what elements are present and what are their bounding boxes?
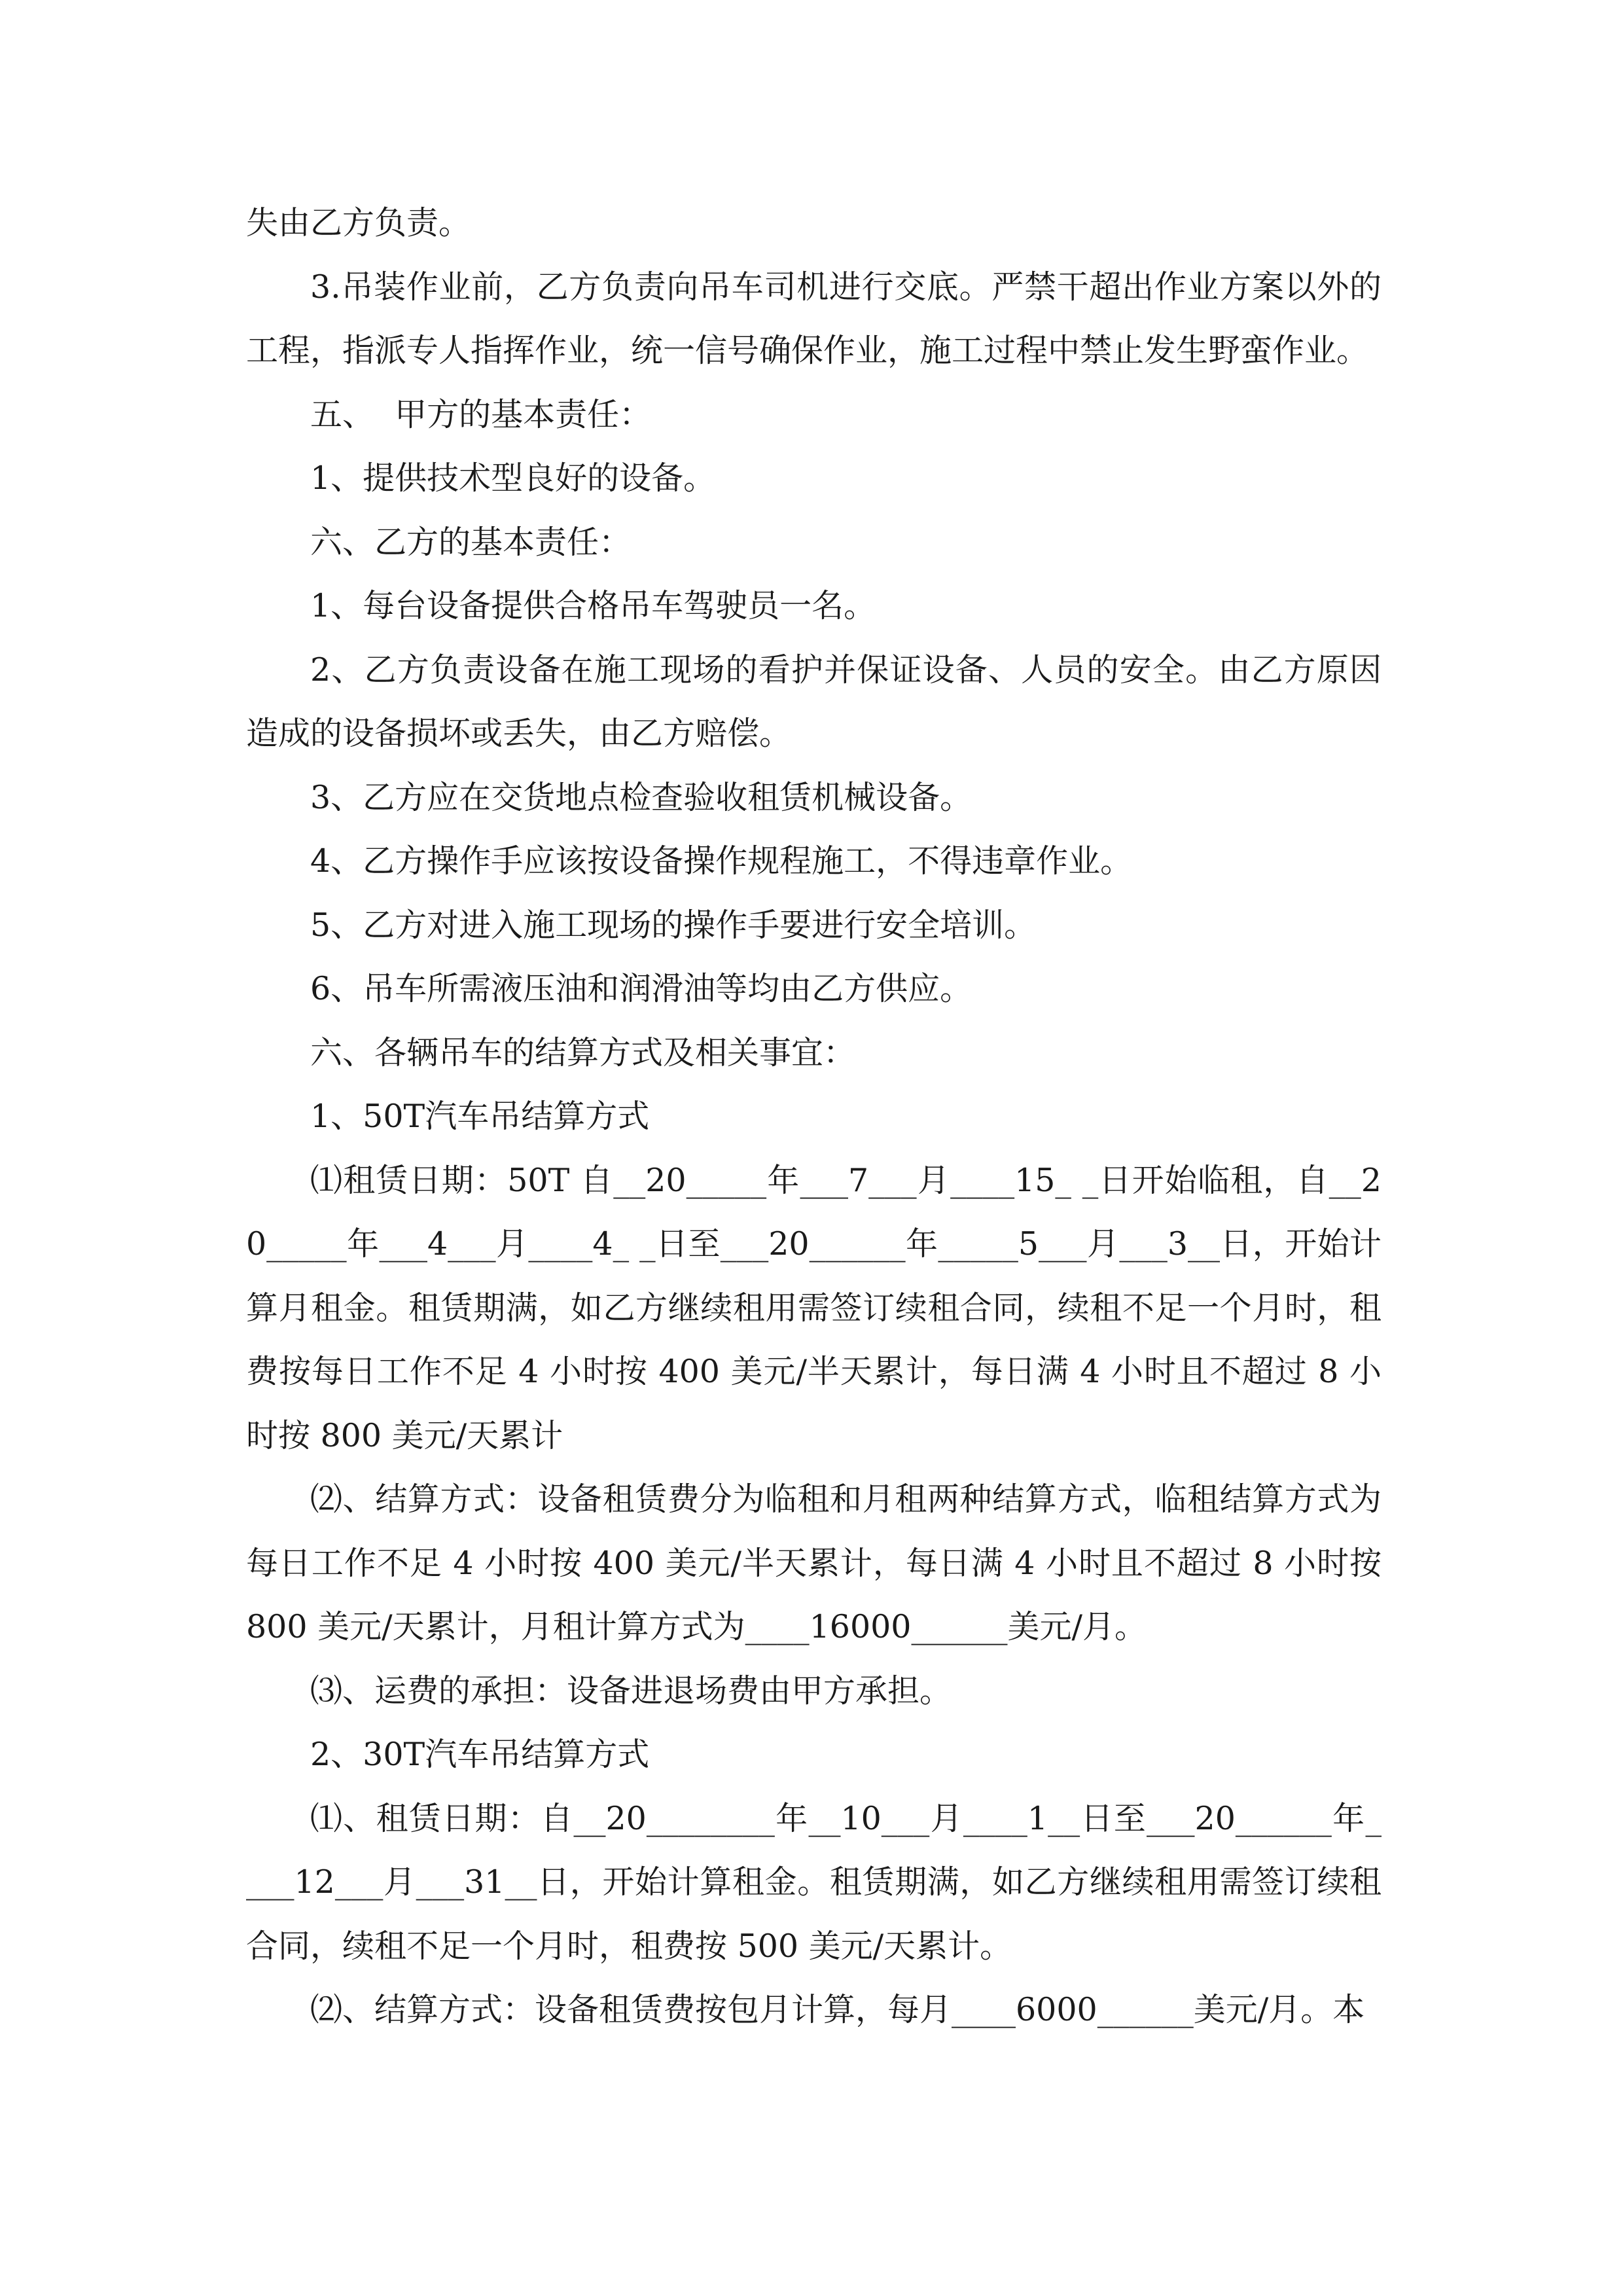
clause-50t-transport-cost: ⑶、运费的承担：设备进退场费由甲方承担。	[310, 1672, 952, 1710]
clause-50t-settlement-method: ⑵、结算方式：设备租赁费分为临租和月租两种结算方式，临租结算方式为每日工作不足 4 小时按 400 美元/半天累计，每日满 4 小时且不超过 8 小时按 800 美元/天累计，月租计算方式为____16000______美元/月。	[246, 1480, 1392, 1645]
subheading-50t-crane: 1、50T汽车吊结算方式	[310, 1098, 650, 1135]
document-body	[246, 191, 1392, 2042]
list-item-party-b-2: 2、乙方负责设备在施工现场的看护并保证设备、人员的安全。由乙方原因造成的设备损坏或丢失，由乙方赔偿。	[246, 651, 1382, 752]
list-item-party-a-1: 1、提供技术型良好的设备。	[310, 459, 716, 497]
list-item-party-b-1: 1、每台设备提供合格吊车驾驶员一名。	[310, 587, 876, 624]
list-item-party-b-3: 3、乙方应在交货地点检查验收租赁机械设备。	[310, 778, 972, 816]
clause-30t-settlement-method: ⑵、结算方式：设备租赁费按包月计算，每月____6000______美元/月。本	[310, 1991, 1365, 2028]
section-heading-party-b: 六、乙方的基本责任：	[310, 523, 632, 561]
paragraph-continuation: 失由乙方负责。	[246, 204, 471, 242]
subheading-30t-crane: 2、30T汽车吊结算方式	[310, 1736, 650, 1773]
list-item-party-b-4: 4、乙方操作手应该按设备操作规程施工，不得违章作业。	[310, 842, 1133, 880]
list-item-party-b-6: 6、吊车所需液压油和润滑油等均由乙方供应。	[310, 970, 972, 1007]
clause-30t-rental-period: ⑴、租赁日期：自__20________年__10___月____1__日至___20______年____12___月___31__日，开始计算租金。租赁期满，如乙方继续租用需签订续租合同，续租不足一个月时，租费按 500 美元/天累计。	[246, 1799, 1382, 1965]
section-heading-party-a: 五、 甲方的基本责任：	[310, 395, 652, 433]
list-item-party-b-5: 5、乙方对进入施工现场的操作手要进行安全培训。	[310, 906, 1037, 944]
clause-50t-rental-period: ⑴租赁日期：50T 自__20_____年___7___月____15_ _日开始临租，自__20_____年___4___月____4_ _日至___20______年_____5___月___3__日，开始计算月租金。租赁期满，如乙方继续租用需签订续租合同，续租不足一个月时，租费按每日工作不足 4 小时按 400 美元/半天累计，每日满 4 小时且不超过 8 小时按 800 美元/天累计	[246, 1161, 1382, 1454]
paragraph-lifting-briefing: 3.吊装作业前，乙方负责向吊车司机进行交底。严禁干超出作业方案以外的工程，指派专人指挥作业，统一信号确保作业，施工过程中禁止发生野蛮作业。	[246, 268, 1382, 369]
section-heading-settlement: 六、各辆吊车的结算方式及相关事宜：	[310, 1033, 856, 1071]
